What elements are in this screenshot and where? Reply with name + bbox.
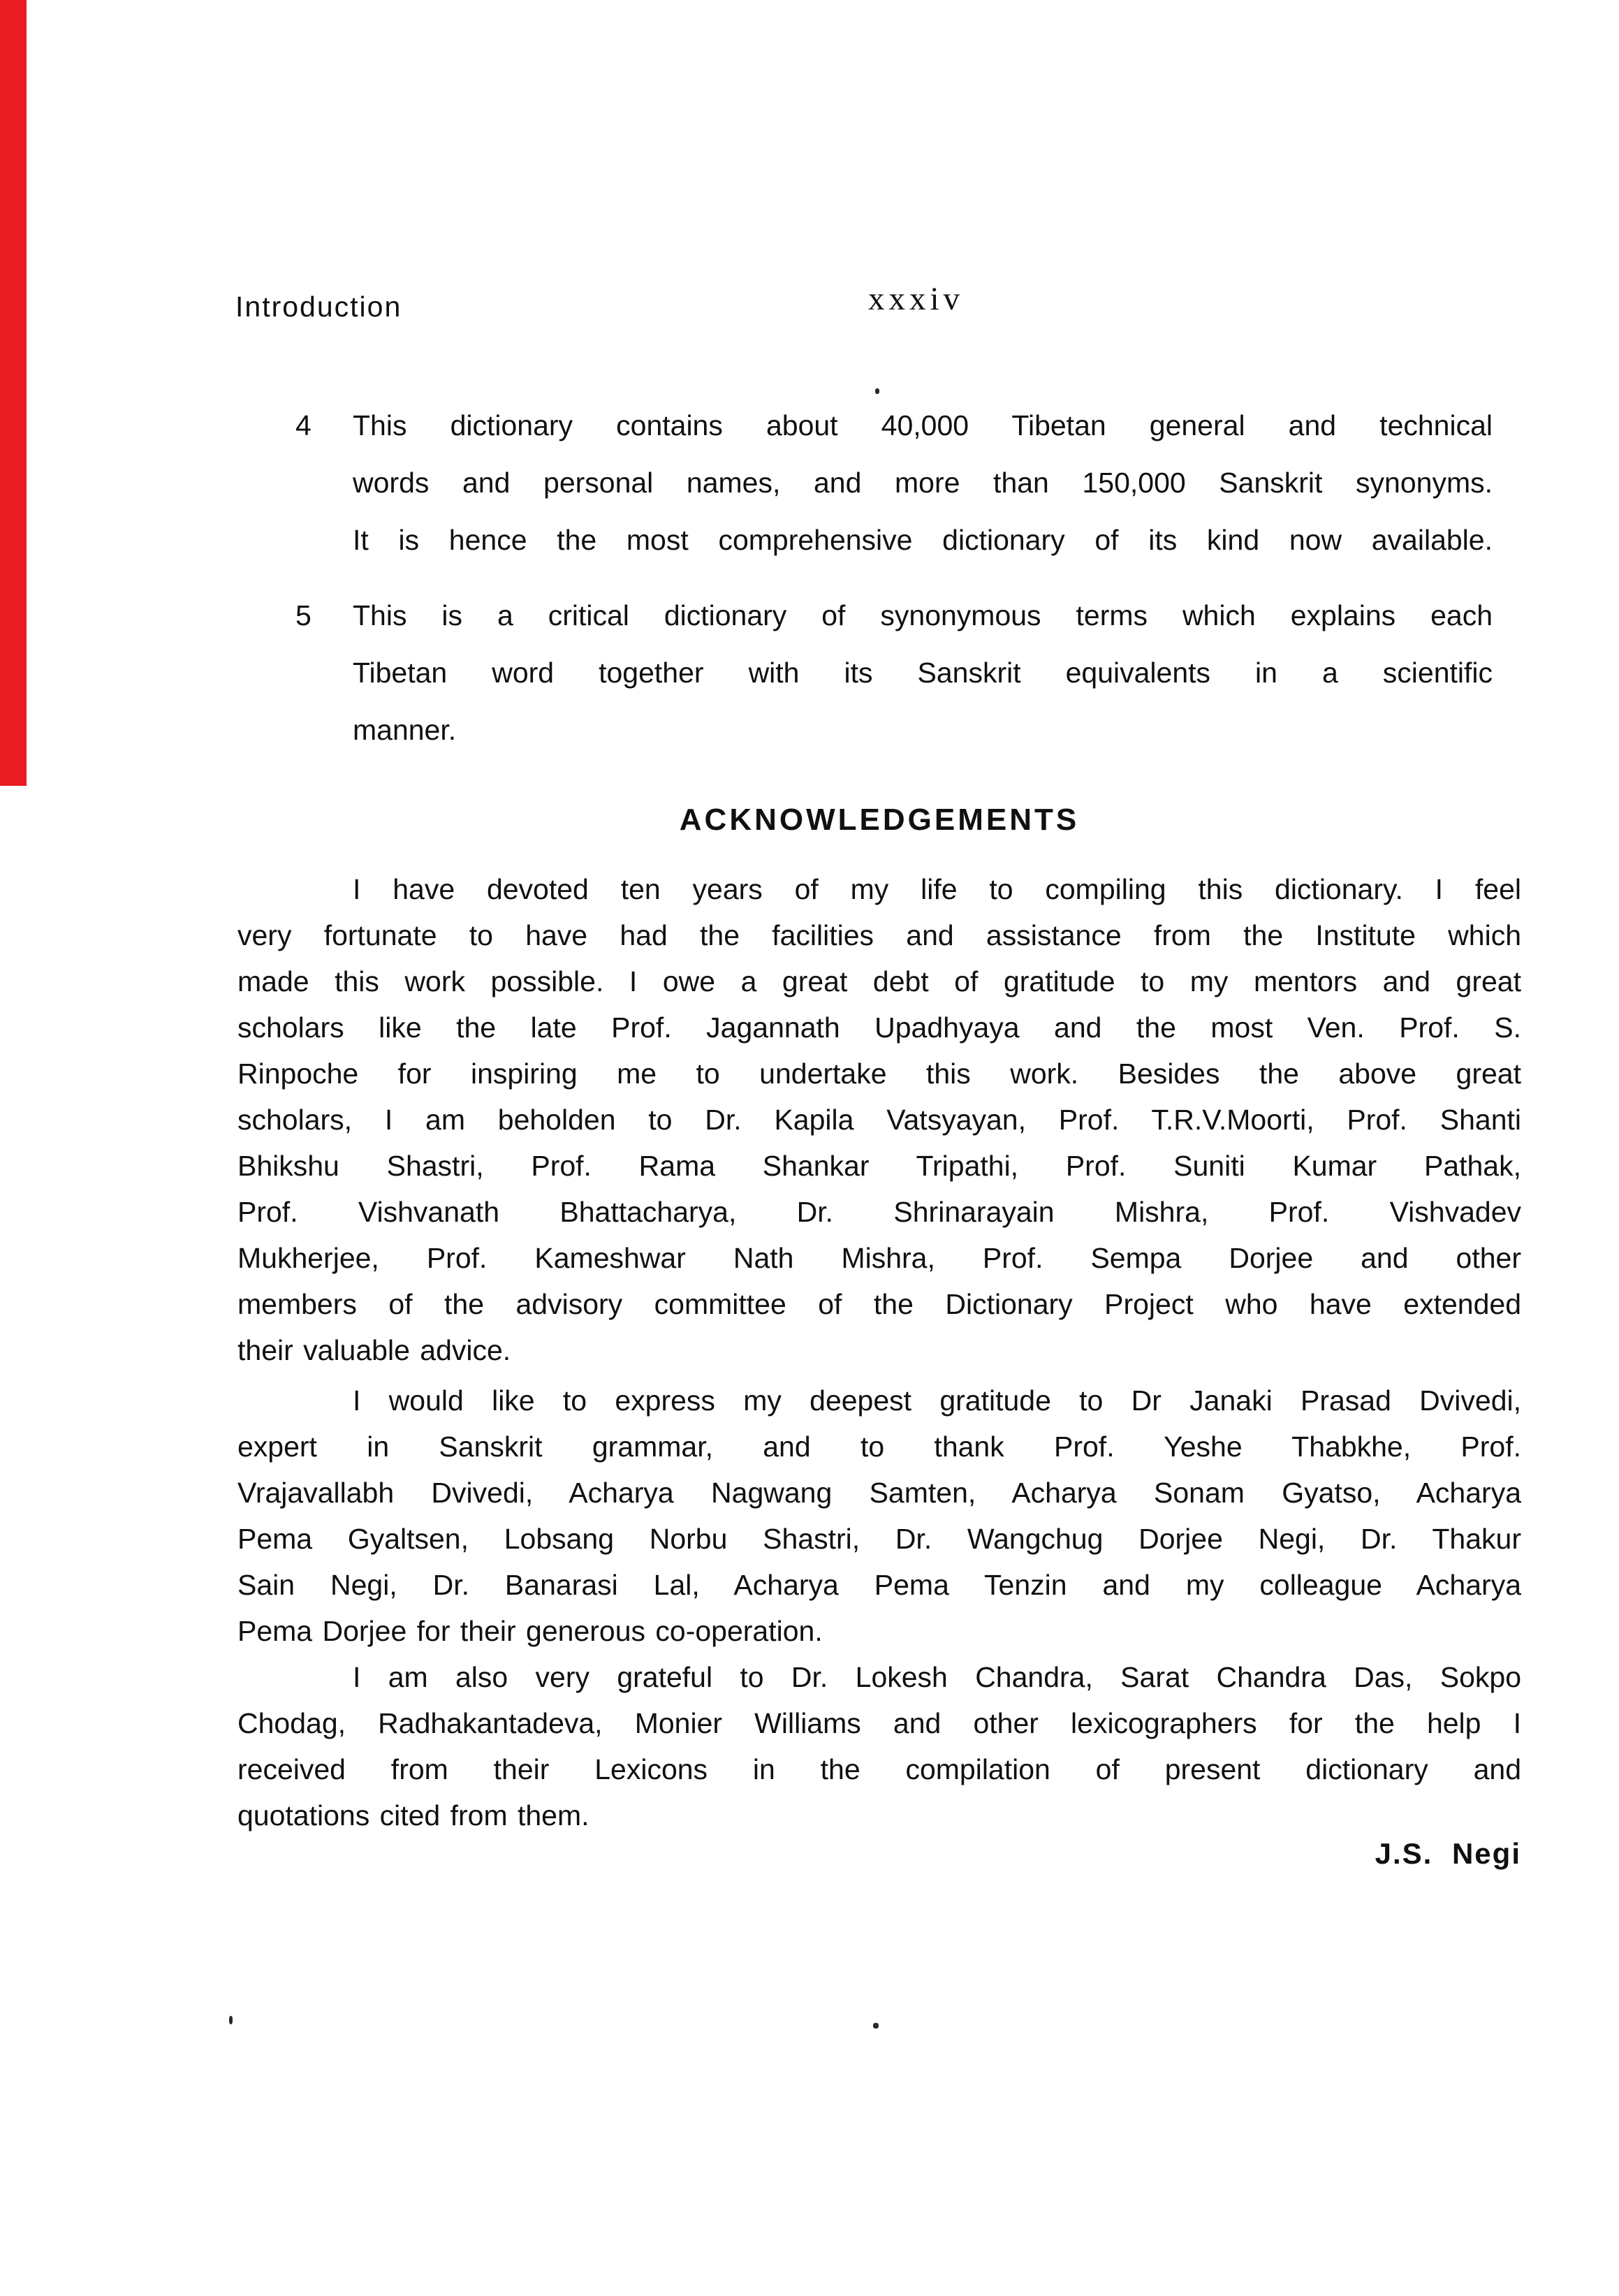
paragraph-line: Prof. Vishvanath Bhattacharya, Dr. Shrinarayain Mishra, Prof. Vishvadev bbox=[237, 1196, 1521, 1228]
paragraph-line: very fortunate to have had the facilities and assistance from the Institute which bbox=[237, 919, 1521, 951]
page-number: xxxiv bbox=[868, 281, 965, 317]
numbered-item-5 bbox=[295, 587, 1493, 759]
item-number: 5 bbox=[295, 599, 312, 631]
paragraph-line: Vrajavallabh Dvivedi, Acharya Nagwang Samten, Acharya Sonam Gyatso, Acharya bbox=[237, 1477, 1521, 1509]
paragraph-line: received from their Lexicons in the compilation of present dictionary and bbox=[237, 1753, 1521, 1785]
paragraph-line: I would like to express my deepest gratitude to Dr Janaki Prasad Dvivedi, bbox=[353, 1384, 1521, 1417]
item-number: 4 bbox=[295, 409, 312, 441]
acknowledgements-paragraph-1 bbox=[237, 866, 1521, 1373]
paragraph-line: I am also very grateful to Dr. Lokesh Chandra, Sarat Chandra Das, Sokpo bbox=[353, 1661, 1521, 1693]
paragraph-line: quotations cited from them. bbox=[237, 1799, 589, 1831]
paragraph-line: scholars, I am beholden to Dr. Kapila Vatsyayan, Prof. T.R.V.Moorti, Prof. Shanti bbox=[237, 1104, 1521, 1136]
paragraph-line: expert in Sanskrit grammar, and to thank Prof. Yeshe Thabkhe, Prof. bbox=[237, 1431, 1521, 1463]
scan-edge-red-stripe bbox=[0, 0, 27, 786]
item-line: words and personal names, and more than 150,000 Sanskrit synonyms. bbox=[353, 467, 1493, 499]
acknowledgements-paragraph-3 bbox=[237, 1654, 1521, 1838]
acknowledgements-paragraph-2 bbox=[237, 1377, 1521, 1654]
paragraph-line: made this work possible. I owe a great debt of gratitude to my mentors and great bbox=[237, 965, 1521, 997]
item-line: manner. bbox=[353, 714, 457, 746]
author-signature: J.S. Negi bbox=[1375, 1837, 1521, 1870]
paragraph-line: Sain Negi, Dr. Banarasi Lal, Acharya Pema Tenzin and my colleague Acharya bbox=[237, 1569, 1521, 1601]
item-line: This is a critical dictionary of synonymous terms which explains each bbox=[353, 599, 1493, 631]
paragraph-line: Mukherjee, Prof. Kameshwar Nath Mishra, Prof. Sempa Dorjee and other bbox=[237, 1242, 1521, 1274]
paragraph-line: their valuable advice. bbox=[237, 1334, 511, 1366]
paragraph-line: members of the advisory committee of the Dictionary Project who have extended bbox=[237, 1288, 1521, 1320]
ink-speck bbox=[873, 2023, 879, 2028]
item-line: This dictionary contains about 40,000 Tibetan general and technical bbox=[353, 409, 1493, 441]
numbered-item-4 bbox=[295, 397, 1493, 569]
paragraph-line: Rinpoche for inspiring me to undertake this work. Besides the above great bbox=[237, 1058, 1521, 1090]
page-title: Introduction bbox=[235, 291, 402, 323]
paragraph-line: Chodag, Radhakantadeva, Monier Williams and other lexicographers for the help I bbox=[237, 1707, 1521, 1739]
paragraph-line: scholars like the late Prof. Jagannath Upadhyaya and the most Ven. Prof. S. bbox=[237, 1011, 1521, 1044]
paragraph-line: Pema Gyaltsen, Lobsang Norbu Shastri, Dr. Wangchug Dorjee Negi, Dr. Thakur bbox=[237, 1523, 1521, 1555]
section-heading-acknowledgements: ACKNOWLEDGEMENTS bbox=[679, 803, 1080, 837]
paragraph-line: I have devoted ten years of my life to compiling this dictionary. I feel bbox=[353, 873, 1521, 905]
item-line: Tibetan word together with its Sanskrit equivalents in a scientific bbox=[353, 657, 1493, 689]
item-line: It is hence the most comprehensive dictionary of its kind now available. bbox=[353, 524, 1493, 556]
ink-speck bbox=[875, 388, 879, 394]
paragraph-line: Bhikshu Shastri, Prof. Rama Shankar Tripathi, Prof. Suniti Kumar Pathak, bbox=[237, 1150, 1521, 1182]
ink-speck bbox=[229, 2016, 233, 2024]
paragraph-line: Pema Dorjee for their generous co-operation. bbox=[237, 1615, 823, 1647]
